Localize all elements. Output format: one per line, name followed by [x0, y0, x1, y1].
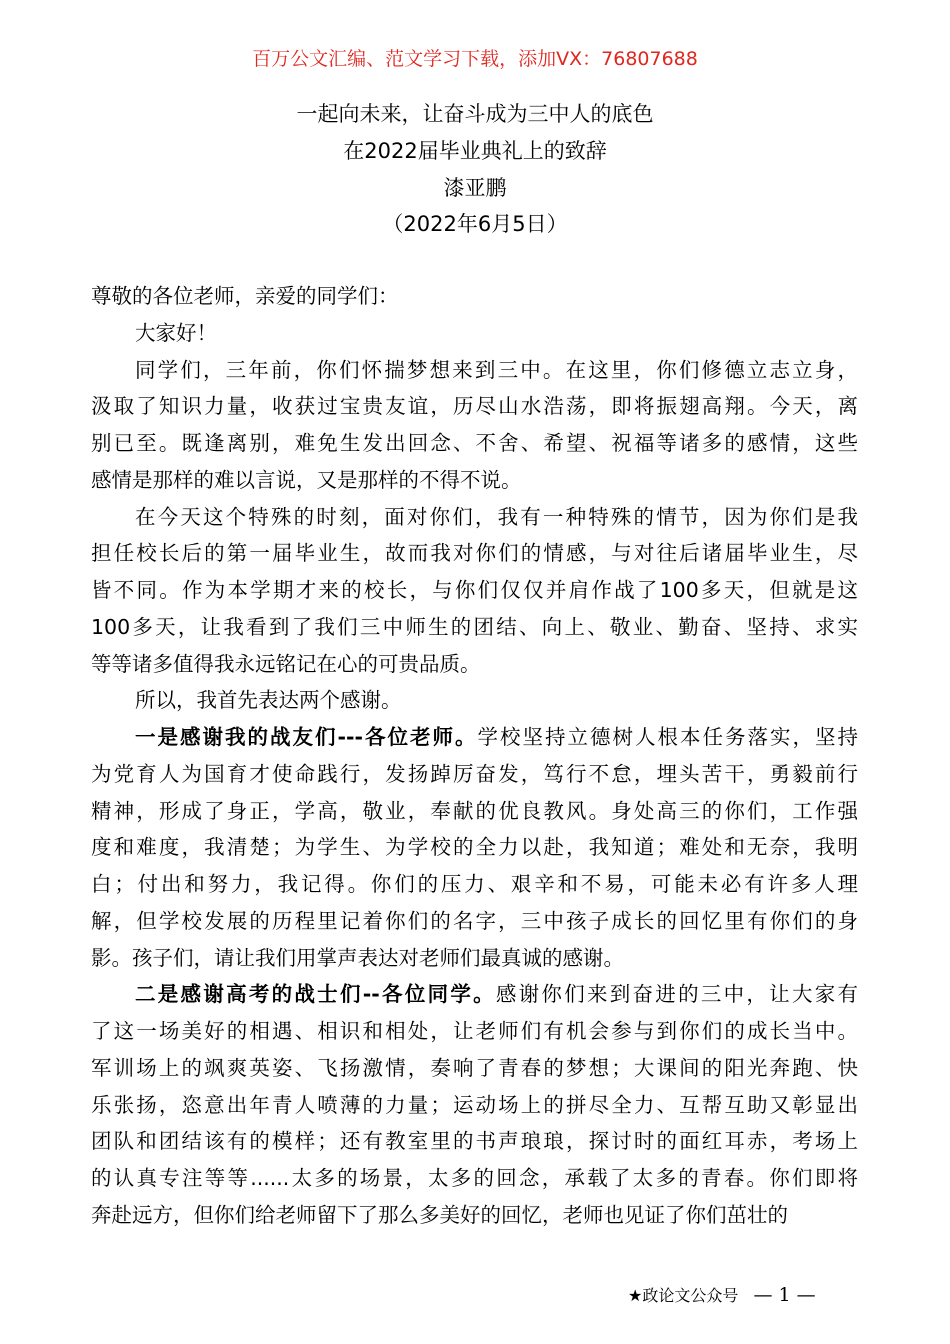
- text-line: 乐张扬，恣意出年青人喷薄的力量；运动场上的拼尽全力、互帮互助又彰显出: [91, 1092, 858, 1117]
- document-subtitle: 在2022届毕业典礼上的致辞: [343, 138, 607, 163]
- text-line: 汲取了知识力量，收获过宝贵友谊，历尽山水浩荡，即将振翅高翔。今天，离: [91, 394, 858, 419]
- page-footer: [628, 1283, 816, 1308]
- bold-lead: 二是感谢高考的战士们--各位同学。: [135, 982, 496, 1007]
- paragraph: [91, 352, 858, 499]
- text-line: 等等诸多值得我永远铭记在心的可贵品质。: [91, 651, 481, 676]
- text-line: 度和难度，我清楚；为学生、为学校的全力以赴，我知道；难处和无奈，我明: [91, 835, 858, 860]
- text-line: 解，但学校发展的历程里记着你们的名字，三中孩子成长的回忆里有你们的身: [91, 908, 858, 933]
- text-line: 影。孩子们，请让我们用掌声表达对老师们最真诚的感谢。: [91, 945, 624, 970]
- text-line: 皆不同。作为本学期才来的校长，与你们仅仅并肩作战了100多天，但就是这: [91, 578, 858, 602]
- document-author: 漆亚鹏: [443, 175, 507, 200]
- document-header: [0, 96, 950, 243]
- text-line: 100多天，让我看到了我们三中师生的团结、向上、敬业、勤奋、坚持、求实: [91, 614, 858, 639]
- text-line: [91, 976, 858, 1013]
- text-line: 感情是那样的难以言说，又是那样的不得不说。: [91, 467, 522, 492]
- document-body: [91, 278, 858, 1234]
- paragraph: [91, 278, 858, 315]
- text-line: 军训场上的飒爽英姿、飞扬激情，奏响了青春的梦想；大课间的阳光奔跑、快: [91, 1055, 858, 1080]
- footer-source: ★政论文公众号: [628, 1286, 739, 1305]
- text-line: [91, 719, 858, 756]
- watermark-banner: 百万公文汇编、范文学习下载，添加VX：76807688: [252, 48, 698, 70]
- document-date: （2022年6月5日）: [382, 212, 568, 237]
- text-line: 别已至。既逢离别，难免生发出回念、不舍、希望、祝福等诸多的感情，这些: [91, 431, 858, 455]
- paragraph: [91, 976, 858, 1233]
- text-line: 同学们，三年前，你们怀揣梦想来到三中。在这里，你们修德立志立身，: [135, 357, 858, 382]
- page-number: — 1 —: [753, 1284, 816, 1306]
- paragraph: [91, 315, 858, 352]
- text-line: 在今天这个特殊的时刻，面对你们，我有一种特殊的情节，因为你们是我: [135, 504, 858, 529]
- paragraph: [91, 499, 858, 683]
- text-line: 精神，形成了身正，学高，敬业，奉献的优良教风。身处高三的你们，工作强: [91, 798, 858, 823]
- text-line: 担任校长后的第一届毕业生，故而我对你们的情感，与对往后诸届毕业生，尽: [91, 541, 858, 566]
- line-text: 学校坚持立德树人根本任务落实，坚持: [477, 725, 858, 749]
- document-title: 一起向未来，让奋斗成为三中人的底色: [296, 102, 654, 126]
- text-line: 大家好！: [135, 320, 217, 345]
- text-line: 奔赴远方，但你们给老师留下了那么多美好的回忆，老师也见证了你们茁壮的: [91, 1202, 788, 1227]
- paragraph: [91, 719, 858, 976]
- line-text: 感谢你们来到奋进的三中，让大家有: [495, 982, 858, 1007]
- text-line: 为党育人为国育才使命践行，发扬踔厉奋发，笃行不怠，埋头苦干，勇毅前行: [91, 761, 858, 786]
- text-line: 白；付出和努力，我记得。你们的压力、艰辛和不易，可能未必有许多人理: [91, 872, 858, 896]
- text-line: 了这一场美好的相遇、相识和相处，让老师们有机会参与到你们的成长当中。: [91, 1019, 858, 1043]
- paragraph: [91, 682, 858, 719]
- text-line: 团队和团结该有的模样；还有教室里的书声琅琅，探讨时的面红耳赤，考场上: [91, 1129, 858, 1154]
- text-line: 的认真专注等等......太多的场景，太多的回念，承载了太多的青春。你们即将: [91, 1166, 858, 1190]
- bold-lead: 一是感谢我的战友们---各位老师。: [135, 725, 478, 749]
- text-line: 尊敬的各位老师，亲爱的同学们：: [91, 284, 399, 308]
- text-line: 所以，我首先表达两个感谢。: [135, 688, 402, 713]
